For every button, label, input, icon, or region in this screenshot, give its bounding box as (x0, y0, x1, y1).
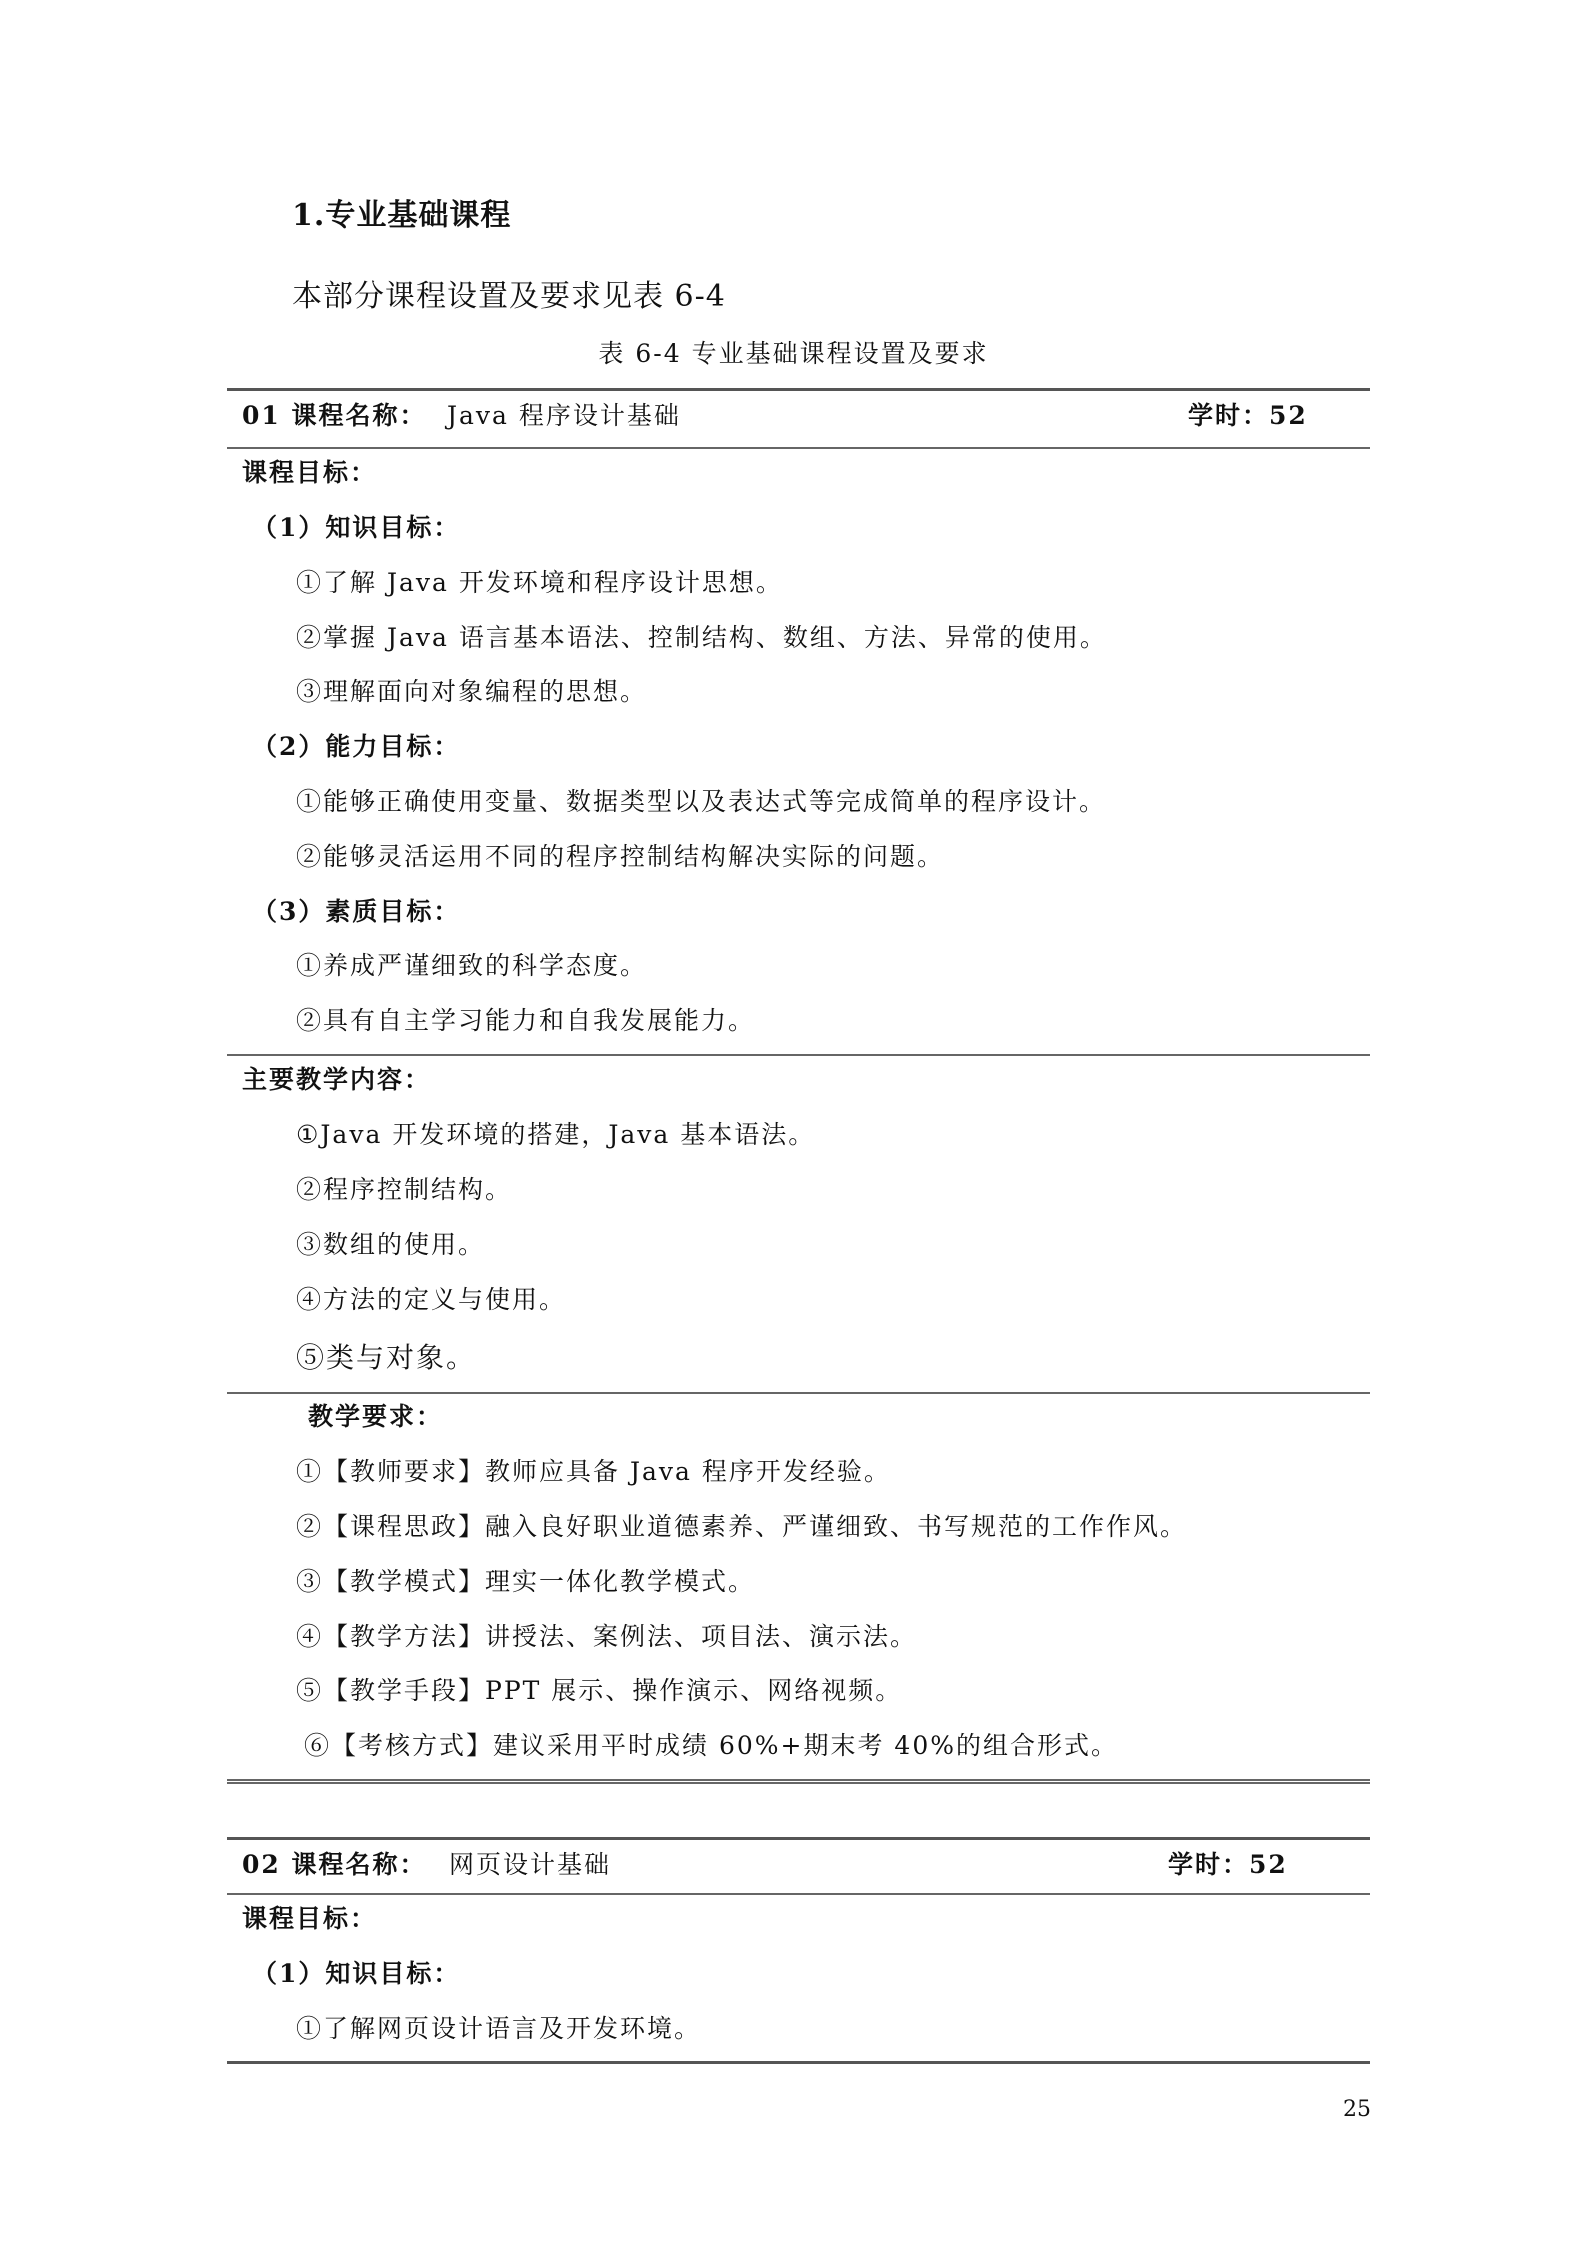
quality-goals-label: （3）素质目标： (252, 897, 461, 926)
knowledge-goals-label: （1）知识目标： (252, 1959, 461, 1988)
course-name-label: 01 课程名称： (242, 401, 427, 430)
content-item: ②程序控制结构。 (296, 1175, 513, 1204)
row-divider (227, 447, 1370, 449)
knowledge-goal-item: ③理解面向对象编程的思想。 (296, 677, 648, 706)
requirement-item: ⑥【考核方式】建议采用平时成绩 60%+期末考 40%的组合形式。 (304, 1731, 1118, 1760)
knowledge-goal-item: ①了解网页设计语言及开发环境。 (296, 2014, 702, 2043)
knowledge-goal-item: ②掌握 Java 语言基本语法、控制结构、数组、方法、异常的使用。 (296, 623, 1107, 652)
content-item: ③数组的使用。 (296, 1230, 486, 1259)
requirement-item: ①【教师要求】教师应具备 Java 程序开发经验。 (296, 1457, 891, 1486)
goals-label: 课程目标： (242, 1904, 378, 1933)
quality-goal-item: ②具有自主学习能力和自我发展能力。 (296, 1006, 756, 1035)
table-caption: 表 6-4 专业基础课程设置及要求 (598, 339, 989, 368)
table-top-rule (227, 388, 1370, 391)
course-name-label: 02 课程名称： (242, 1850, 427, 1879)
course-hours: 学时：52 (1168, 1850, 1288, 1879)
goals-label: 课程目标： (242, 458, 378, 487)
course-name: 网页设计基础 (449, 1850, 612, 1879)
row-divider (227, 1054, 1370, 1056)
table-bottom-rule (227, 1779, 1370, 1784)
course-name: Java 程序设计基础 (447, 401, 681, 430)
knowledge-goal-item: ①了解 Java 开发环境和程序设计思想。 (296, 568, 783, 597)
content-item: ⑤类与对象。 (296, 1341, 477, 1374)
requirement-item: ③【教学模式】理实一体化教学模式。 (296, 1567, 756, 1596)
requirements-label: 教学要求： (308, 1402, 444, 1431)
knowledge-goals-label: （1）知识目标： (252, 513, 461, 542)
ability-goal-item: ②能够灵活运用不同的程序控制结构解决实际的问题。 (296, 842, 945, 871)
row-divider (227, 1893, 1370, 1895)
course-hours: 学时：52 (1188, 401, 1308, 430)
page-number: 25 (1343, 2097, 1371, 2122)
table-bottom-rule (227, 2061, 1370, 2064)
intro-text: 本部分课程设置及要求见表 6-4 (292, 279, 726, 314)
section-heading: 1.专业基础课程 (292, 198, 512, 233)
requirement-item: ④【教学方法】讲授法、案例法、项目法、演示法。 (296, 1622, 918, 1651)
table-top-rule (227, 1837, 1370, 1840)
requirement-item: ⑤【教学手段】PPT 展示、操作演示、网络视频。 (296, 1676, 903, 1705)
ability-goal-item: ①能够正确使用变量、数据类型以及表达式等完成简单的程序设计。 (296, 787, 1107, 816)
content-item: ①Java 开发环境的搭建，Java 基本语法。 (296, 1120, 816, 1149)
quality-goal-item: ①养成严谨细致的科学态度。 (296, 951, 648, 980)
requirement-item: ②【课程思政】融入良好职业道德素养、严谨细致、书写规范的工作作风。 (296, 1512, 1188, 1541)
content-label: 主要教学内容： (242, 1065, 432, 1094)
ability-goals-label: （2）能力目标： (252, 732, 461, 761)
row-divider (227, 1392, 1370, 1394)
content-item: ④方法的定义与使用。 (296, 1285, 567, 1314)
